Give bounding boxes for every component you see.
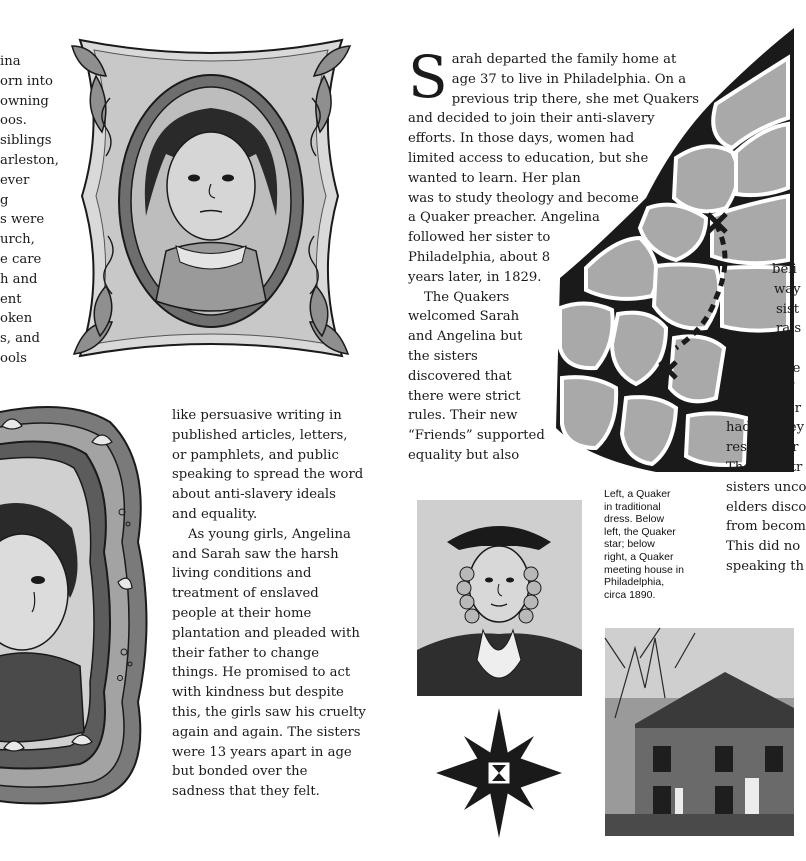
- fragment-line: speaking th: [726, 558, 805, 574]
- portrait-illustration-top: [66, 36, 356, 361]
- body-line: sadness that they felt.: [172, 784, 320, 800]
- fragment-line: ina: [0, 54, 21, 69]
- body-line: limited access to education, but she: [408, 150, 649, 166]
- fragment-line: amount of: [726, 380, 794, 396]
- body-line: age 37 to live in Philadelphia. On a: [451, 71, 687, 87]
- fragment-line: ever: [0, 172, 30, 188]
- body-line: efforts. In those days, women had: [408, 131, 635, 147]
- body-line: the sisters: [408, 348, 478, 364]
- fragment-line: way: [774, 281, 801, 297]
- left-top-text-fragments: [0, 52, 62, 369]
- caption-line: star; below: [604, 538, 655, 551]
- caption-line: dress. Below: [604, 513, 665, 526]
- quaker-star-illustration: [436, 708, 562, 838]
- caption-line: meeting house in: [604, 563, 684, 576]
- fragment-line: had to obey: [726, 420, 805, 436]
- fragment-line: the Quaker: [726, 400, 802, 416]
- body-line: speaking to spread the word: [172, 467, 364, 483]
- body-line: things. He promised to act: [172, 665, 351, 681]
- body-line: discovered that: [408, 368, 512, 384]
- far-right-text-fragments: [726, 260, 806, 577]
- body-line: but bonded over the: [172, 764, 308, 780]
- body-line: As young girls, Angelina: [188, 526, 351, 542]
- portrait-illustration-bottom-left: [0, 402, 152, 804]
- image-caption: [604, 488, 714, 601]
- fragment-line: urch,: [0, 232, 35, 248]
- caption-line: Left, a Quaker: [604, 488, 671, 500]
- body-line: previous trip there, she met Quakers: [451, 91, 699, 107]
- body-line: a Quaker preacher. Angelina: [408, 210, 600, 226]
- body-line: arah departed the family home at: [451, 52, 677, 67]
- fragment-line: were use: [740, 360, 801, 376]
- fragment-line: s were: [0, 212, 45, 228]
- fragment-line: oos.: [0, 113, 27, 129]
- drop-cap: S: [408, 43, 448, 111]
- body-line: wanted to learn. Her plan: [408, 170, 581, 186]
- body-line: published articles, letters,: [172, 427, 348, 443]
- fragment-line: ools: [0, 350, 27, 366]
- fragment-line: from becom: [726, 519, 806, 535]
- fragment-line: ent: [0, 291, 22, 307]
- fragment-line: elders disco: [726, 499, 806, 515]
- fragment-line: sist: [776, 301, 800, 317]
- body-line: Philadelphia, about 8: [408, 249, 551, 265]
- body-line: people at their home: [172, 605, 312, 621]
- fragment-line: This did no: [726, 539, 801, 555]
- fragment-line: sisters unco: [726, 479, 806, 495]
- middle-text-column: [172, 406, 372, 802]
- body-line: plantation and pleaded with: [172, 625, 360, 641]
- body-line: were 13 years apart in age: [172, 744, 352, 760]
- body-line: this, the girls saw his cruelty: [172, 704, 366, 720]
- caption-line: Philadelphia,: [604, 576, 665, 589]
- body-line: rules. Their new: [408, 408, 518, 424]
- body-line: or pamphlets, and public: [172, 447, 339, 463]
- body-line: welcomed Sarah: [408, 309, 520, 325]
- body-line: again and again. The sisters: [172, 724, 361, 740]
- fragment-line: h and: [0, 271, 38, 287]
- body-line: years later, in 1829.: [408, 269, 542, 285]
- body-line: living conditions and: [172, 566, 312, 582]
- body-line: and decided to join their anti-slavery: [408, 111, 655, 127]
- fragment-line: orn into: [0, 73, 53, 89]
- fragment-line: respect, or: [726, 440, 799, 456]
- fragment-line: siblings: [0, 133, 52, 149]
- fragment-line: arleston,: [0, 152, 59, 168]
- right-text-column: [408, 43, 699, 466]
- body-line: like persuasive writing in: [172, 408, 342, 423]
- fragment-line: owning: [0, 93, 49, 109]
- body-line: The Quakers: [424, 289, 510, 305]
- body-line: there were strict: [408, 388, 521, 404]
- fragment-line: g: [0, 192, 9, 208]
- body-line: “Friends” supported: [408, 428, 545, 444]
- body-line: was to study theology and become: [408, 190, 639, 206]
- caption-line: circa 1890.: [604, 588, 656, 601]
- body-line: and Angelina but: [408, 329, 523, 345]
- body-line: treatment of enslaved: [172, 586, 319, 602]
- meeting-house-photo: [605, 628, 794, 836]
- fragment-line: beli: [772, 262, 797, 277]
- fragment-line: clas: [768, 341, 795, 357]
- body-line: followed her sister to: [408, 230, 551, 246]
- fragment-line: s, and: [0, 331, 40, 347]
- fragment-line: rais: [776, 321, 802, 337]
- caption-line: left, the Quaker: [604, 525, 676, 538]
- fragment-line: oken: [0, 311, 33, 327]
- body-line: with kindness but despite: [172, 685, 344, 701]
- caption-line: in traditional: [604, 500, 661, 513]
- body-line: their father to change: [172, 645, 320, 661]
- quaker-man-illustration: [417, 500, 582, 696]
- body-line: and equality.: [172, 506, 258, 522]
- body-line: and Sarah saw the harsh: [172, 546, 339, 562]
- fragment-line: e care: [0, 251, 42, 267]
- body-line: about anti-slavery ideals: [172, 487, 336, 503]
- fragment-line: These restr: [726, 459, 803, 475]
- body-line: equality but also: [408, 447, 520, 463]
- caption-line: right, a Quaker: [604, 550, 674, 563]
